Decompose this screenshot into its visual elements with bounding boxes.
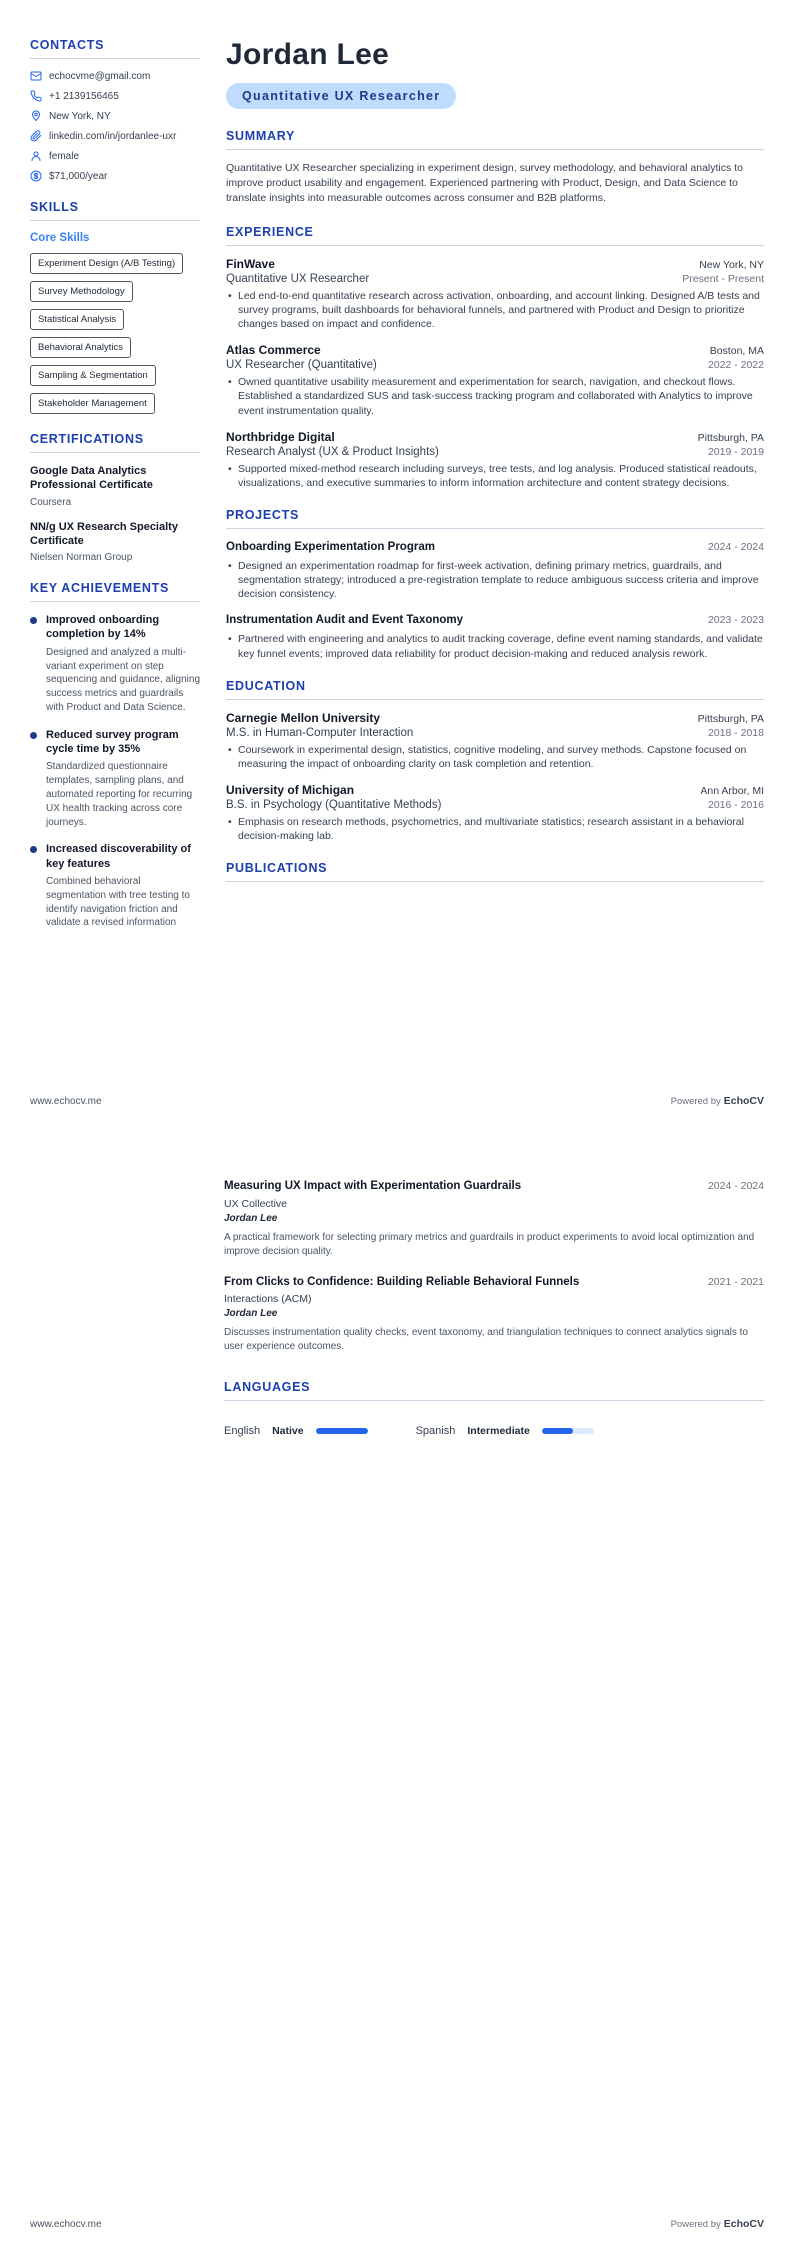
contact-gender-text: female <box>49 150 80 162</box>
salary-icon <box>30 170 42 182</box>
echocv-brand: EchoCV <box>723 2218 764 2230</box>
language-proficiency-bar <box>316 1428 368 1434</box>
publication-description: A practical framework for selecting primary metrics and guardrails in product experiments to avoid local optimization and improve decision quality. <box>224 1231 755 1257</box>
job-title: UX Researcher (Quantitative) <box>226 359 377 372</box>
skill-chip: Behavioral Analytics <box>30 337 131 358</box>
project-bullets <box>226 559 764 602</box>
experience-heading: EXPERIENCE <box>226 225 764 246</box>
bullet-dot-icon <box>30 617 37 624</box>
publication-dates: 2024 - 2024 <box>707 1180 764 1192</box>
job-dates: 2019 - 2019 <box>707 445 764 458</box>
company-location: Boston, MA <box>709 345 764 358</box>
project-title: Onboarding Experimentation Program <box>226 541 435 554</box>
language-proficiency-fill <box>542 1428 573 1434</box>
project-bullet: • Partnered with engineering and analytics to audit tracking coverage, define event naming standards, and validate key funnel events; improved data reliability for product decision-making and reduced analysis rework. <box>226 632 764 660</box>
contacts-section <box>30 38 200 182</box>
achievement-title: Improved onboarding completion by 14% <box>46 614 160 641</box>
summary-section <box>226 129 764 207</box>
skills-heading: SKILLS <box>30 200 200 221</box>
footer-site-link[interactable]: www.echocv.me <box>30 1096 102 1107</box>
page-1-body <box>0 0 794 948</box>
contact-phone-text: +1 2139156465 <box>49 90 119 102</box>
language-item <box>224 1425 368 1437</box>
job-dates: 2022 - 2022 <box>707 359 764 372</box>
skill-chip: Stakeholder Management <box>30 393 155 414</box>
job-title: Quantitative UX Researcher <box>226 272 370 285</box>
achievement-item <box>30 728 200 830</box>
school-location: Ann Arbor, MI <box>700 785 764 798</box>
skill-chip: Sampling & Segmentation <box>30 365 156 386</box>
contact-salary-text: $71,000/year <box>49 170 108 182</box>
publication-entry-header <box>224 1275 764 1291</box>
education-bullet: • Coursework in experimental design, statistics, cognitive modeling, and survey methods. Capstone focused on measuring the impact of onboarding clarity on task completion and retention. <box>226 743 764 771</box>
skill-chip-row <box>30 393 200 414</box>
page-2-footer <box>30 2218 764 2230</box>
company-name: Atlas Commerce <box>226 343 321 358</box>
main-column <box>226 38 764 948</box>
publication-authors: Jordan Lee <box>224 1308 278 1320</box>
key-achievements-heading: KEY ACHIEVEMENTS <box>30 581 200 602</box>
language-level: Native <box>272 1425 304 1438</box>
experience-entry-subheader <box>226 271 764 285</box>
project-entry-header <box>226 540 764 555</box>
experience-entry <box>226 257 764 332</box>
footer-powered-by <box>671 2218 764 2230</box>
education-section <box>226 679 764 844</box>
powered-by-label: Powered by <box>670 2219 721 2230</box>
education-entry-header <box>226 711 764 725</box>
languages-heading: LANGUAGES <box>224 1380 764 1401</box>
contact-email-text: echocvme@gmail.com <box>49 70 151 82</box>
summary-text: Quantitative UX Researcher specializing in experiment design, survey methodology, and behavioral analytics to improve product usability and engagement. Experienced partnering with Product, Design, and Data Science to translate insights into measurable outcomes across consumer and B2B platforms. <box>226 162 743 205</box>
school-location: Pittsburgh, PA <box>697 712 764 725</box>
certification-item <box>30 464 200 508</box>
language-name: English <box>224 1425 261 1438</box>
project-bullet: • Designed an experimentation roadmap for first-week activation, defining primary metrics, guardrails, and segmentation strategy; introduced a pre-registration template to reduce ambiguous success criteria and improve decision consistency. <box>226 559 764 602</box>
experience-section <box>226 225 764 490</box>
person-name: Jordan Lee <box>226 38 390 71</box>
language-proficiency-bar <box>542 1428 594 1434</box>
skill-chip: Experiment Design (A/B Testing) <box>30 253 183 274</box>
education-heading: EDUCATION <box>226 679 764 700</box>
contacts-heading: CONTACTS <box>30 38 200 59</box>
education-entry-subheader <box>226 797 764 811</box>
job-title: Research Analyst (UX & Product Insights) <box>226 445 439 458</box>
company-location: Pittsburgh, PA <box>697 431 764 444</box>
contact-gender <box>30 150 200 162</box>
publication-dates: 2021 - 2021 <box>707 1275 764 1288</box>
project-entry <box>226 613 764 660</box>
publication-entry <box>224 1275 764 1355</box>
degree-name: M.S. in Human-Computer Interaction <box>226 726 414 739</box>
phone-icon <box>30 90 42 102</box>
achievement-body <box>46 728 200 830</box>
achievement-item <box>30 842 200 930</box>
projects-heading: PROJECTS <box>226 508 764 529</box>
experience-entry <box>226 430 764 490</box>
publication-title: Measuring UX Impact with Experimentation Guardrails <box>224 1180 522 1192</box>
education-dates: 2018 - 2018 <box>707 726 764 739</box>
achievement-description: Standardized questionnaire templates, sampling plans, and automated reporting for recurring UX health tracking across core journeys. <box>46 761 193 828</box>
achievement-title: Reduced survey program cycle time by 35% <box>46 728 179 756</box>
footer-site-link[interactable]: www.echocv.me <box>30 2219 102 2230</box>
contact-location <box>30 110 200 122</box>
project-bullets <box>226 632 764 660</box>
achievement-title: Increased discoverability of key features <box>46 843 191 870</box>
skill-chip-row <box>30 365 200 386</box>
education-dates: 2016 - 2016 <box>707 799 764 812</box>
publication-description: Discusses instrumentation quality checks, event taxonomy, and triangulation techniques to connect analytics signals to user experience outcomes. <box>224 1327 748 1353</box>
powered-by-label: Powered by <box>670 1096 721 1107</box>
location-icon <box>30 110 42 122</box>
project-dates: 2024 - 2024 <box>707 541 764 554</box>
certification-item <box>30 520 200 564</box>
bullet-dot-icon <box>30 846 37 853</box>
company-name: FinWave <box>226 256 275 271</box>
education-bullet: • Emphasis on research methods, psychometrics, and multivariate statistics; research assistant in a behavioral decision-making lab. <box>226 815 764 843</box>
skills-group-title: Core Skills <box>30 232 90 244</box>
page-2-main <box>224 1179 764 1437</box>
publication-venue: UX Collective <box>224 1197 288 1210</box>
publication-entry <box>224 1179 764 1259</box>
job-bullets <box>226 375 764 418</box>
project-entry <box>226 540 764 601</box>
skill-chip-row <box>30 309 200 330</box>
experience-entry-subheader <box>226 444 764 458</box>
key-achievements-section <box>30 581 200 930</box>
footer-powered-by <box>671 1095 764 1107</box>
skill-chip-row <box>30 337 200 358</box>
sidebar <box>30 38 200 948</box>
company-location: New York, NY <box>699 258 764 271</box>
languages-section <box>224 1380 764 1437</box>
contact-linkedin[interactable] <box>30 130 200 142</box>
resume-page-2 <box>0 1123 794 2246</box>
achievement-description: Combined behavioral segmentation with tree testing to identify navigation friction and validate a revised information <box>46 875 190 929</box>
contact-location-text: New York, NY <box>49 110 111 122</box>
publication-title: From Clicks to Confidence: Building Reliable Behavioral Funnels <box>224 1275 580 1288</box>
publication-entry-header <box>224 1179 764 1195</box>
school-name: Carnegie Mellon University <box>226 710 381 725</box>
summary-heading: SUMMARY <box>226 129 764 150</box>
education-entry-subheader <box>226 725 764 739</box>
school-name: University of Michigan <box>226 783 355 798</box>
publications-section <box>226 861 764 882</box>
person-icon <box>30 150 42 162</box>
skill-chip-row <box>30 253 200 274</box>
education-entry <box>226 783 764 843</box>
skill-chip-row <box>30 281 200 302</box>
project-entry-header <box>226 613 764 628</box>
language-proficiency-fill <box>316 1428 368 1434</box>
contact-salary <box>30 170 200 182</box>
job-dates: Present - Present <box>682 272 764 285</box>
experience-entry-header <box>226 257 764 271</box>
education-entry <box>226 711 764 771</box>
experience-entry <box>226 343 764 418</box>
projects-section <box>226 508 764 661</box>
languages-row <box>224 1425 764 1437</box>
degree-name: B.S. in Psychology (Quantitative Methods) <box>226 799 442 812</box>
job-bullet: • Owned quantitative usability measurement and experimentation for search, navigation, and checkout flows. Established a standardized SUS and task-success tracking program and collaborated with Analytics to improve event instrumentation quality. <box>226 375 764 418</box>
experience-entry-header <box>226 343 764 357</box>
achievement-body <box>46 842 200 930</box>
achievement-description: Designed and analyzed a multi-variant experiment on step sequencing and guidance, aligning success metrics and guardrails with Product and Data Science. <box>46 646 201 713</box>
certification-title: NN/g UX Research Specialty Certificate <box>30 520 178 547</box>
publication-venue: Interactions (ACM) <box>224 1293 312 1306</box>
skill-chip: Survey Methodology <box>30 281 133 302</box>
publications-heading: PUBLICATIONS <box>226 861 764 882</box>
project-dates: 2023 - 2023 <box>707 614 764 627</box>
email-icon <box>30 70 42 82</box>
education-entry-header <box>226 783 764 797</box>
contact-email[interactable] <box>30 70 200 82</box>
certification-title: Google Data Analytics Professional Certificate <box>30 465 153 492</box>
link-icon <box>30 130 42 142</box>
experience-entry-header <box>226 430 764 444</box>
page-1-footer <box>30 1095 764 1107</box>
job-bullets <box>226 289 764 332</box>
language-name: Spanish <box>415 1425 456 1438</box>
project-title: Instrumentation Audit and Event Taxonomy <box>226 614 464 627</box>
achievement-body <box>46 613 200 715</box>
certifications-section <box>30 432 200 563</box>
title-badge: Quantitative UX Researcher <box>226 83 456 109</box>
contact-phone[interactable] <box>30 90 200 102</box>
education-bullets <box>226 743 764 771</box>
achievement-item <box>30 613 200 715</box>
bullet-dot-icon <box>30 732 37 739</box>
company-name: Northbridge Digital <box>226 429 335 444</box>
certification-issuer: Nielsen Norman Group <box>30 552 133 564</box>
skill-chip: Statistical Analysis <box>30 309 124 330</box>
contact-linkedin-text: linkedin.com/in/jordanlee-uxr <box>49 130 177 142</box>
skills-section <box>30 200 200 414</box>
certification-issuer: Coursera <box>30 496 72 508</box>
language-item <box>416 1425 594 1437</box>
publication-authors: Jordan Lee <box>224 1212 278 1224</box>
education-bullets <box>226 815 764 843</box>
job-bullet: • Supported mixed-method research including surveys, tree tests, and log analysis. Produced statistical readouts, visualizations, and executive summaries to inform information architecture and content strategy decisions. <box>226 462 764 490</box>
echocv-brand: EchoCV <box>723 1095 764 1107</box>
experience-entry-subheader <box>226 357 764 371</box>
job-bullets <box>226 462 764 490</box>
certifications-heading: CERTIFICATIONS <box>30 432 200 453</box>
job-bullet: • Led end-to-end quantitative research across activation, onboarding, and account linking. Designed A/B tests and survey programs, built dashboards for behavioral funnels, and partnered with Product and Design to prioritize changes based on impact and confidence. <box>226 289 764 332</box>
language-level: Intermediate <box>467 1425 530 1438</box>
